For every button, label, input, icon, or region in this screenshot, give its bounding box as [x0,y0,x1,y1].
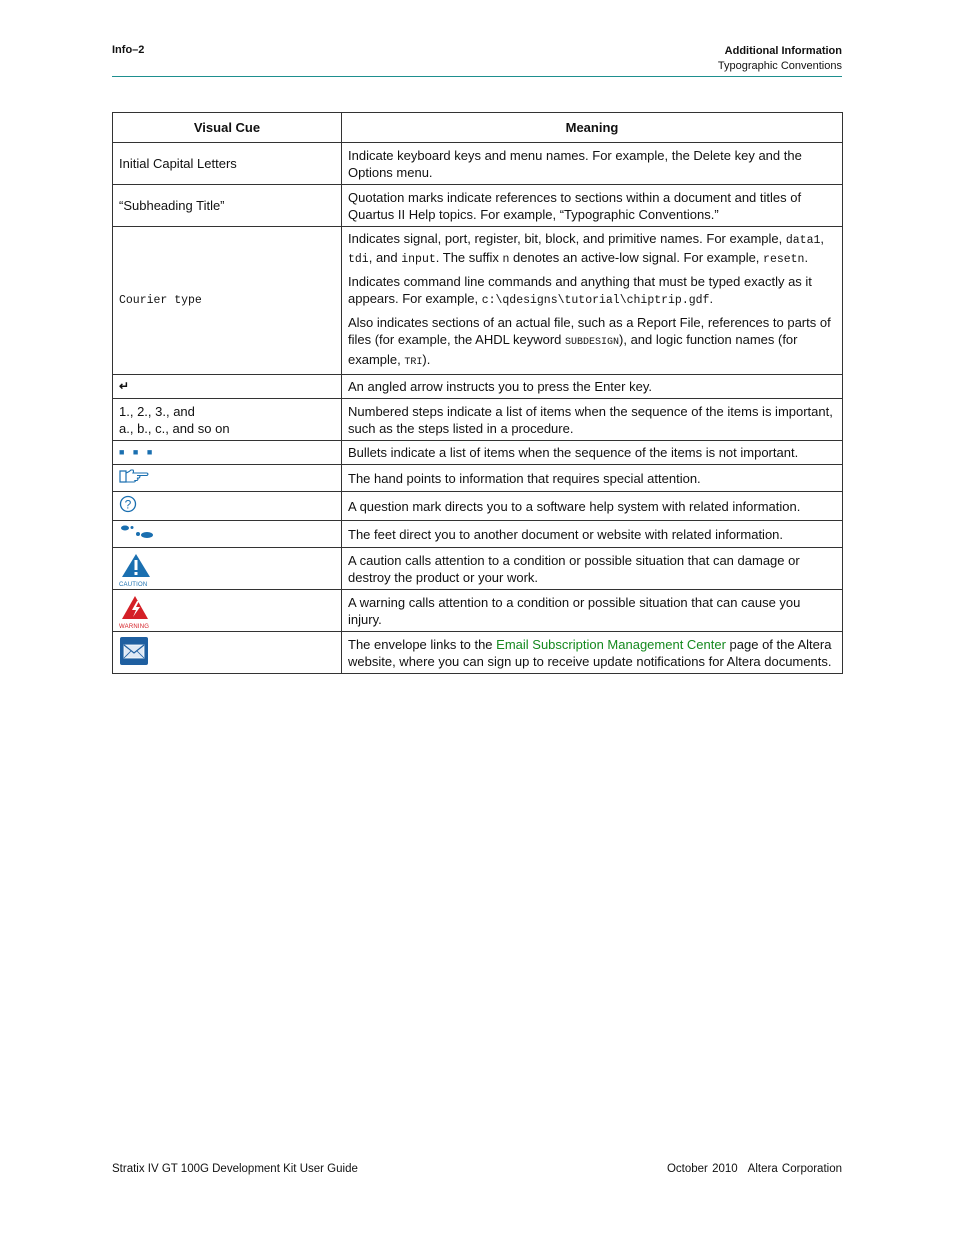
running-header [718,44,842,74]
column-header-visual-cue: Visual Cue [113,113,342,143]
envelope-icon[interactable] [119,636,149,670]
meaning-cell: An angled arrow instructs you to press the Enter key. [342,375,843,399]
svg-text:?: ? [124,497,132,512]
table-row [113,143,843,185]
cue-cell: “Subheading Title” [113,185,342,227]
footer-date: October 2010 [666,1163,738,1175]
meaning-cell: The envelope links to the Email Subscription Management Center page of the Altera website, where you can sign up to receive update notifications for Altera documents. [342,632,843,674]
hand-pointer-icon [119,468,151,488]
table-header-row [113,113,843,143]
question-mark-icon [119,495,137,517]
meaning-cell: Bullets indicate a list of items when the sequence of the items is not important. [342,441,843,465]
meaning-cell: Quotation marks indicate references to sections within a document and titles of Quartus II Help topics. For example, “Typographic Conventions.” [342,185,843,227]
caution-icon [119,553,153,588]
conventions-table [112,112,843,674]
cue-cell [113,548,342,590]
page-number: Info–2 [112,44,145,56]
table-row [113,590,843,632]
meaning-cell: The feet direct you to another document or website with related information. [342,521,843,548]
cue-cell: Courier type [113,227,342,375]
footer-right [657,1163,842,1175]
cue-cell [113,590,342,632]
table-row [113,227,843,375]
cue-cell [113,465,342,492]
cue-cell [113,632,342,674]
table-row [113,185,843,227]
table-row [113,521,843,548]
bullets-icon: ■ ■ ■ [113,441,342,465]
table-row [113,492,843,521]
meaning-cell: A warning calls attention to a condition or possible situation that can cause you injury. [342,590,843,632]
subsection-title: Typographic Conventions [717,60,842,72]
table-row [113,375,843,399]
footer-doc-title: Stratix IV GT 100G Development Kit User Guide [112,1163,358,1175]
table-row [113,548,843,590]
email-subscription-link[interactable]: Email Subscription Management Center [496,636,726,652]
meaning-cell: Numbered steps indicate a list of items when the sequence of the items is important, such as the steps listed in a procedure. [342,399,843,441]
cue-cell [113,521,342,548]
warning-icon-label: WARNING [119,623,150,630]
table-row [113,399,843,441]
table-row [113,632,843,674]
meaning-cell: A caution calls attention to a condition or possible situation that can damage or destroy the product or your work. [342,548,843,590]
meaning-cell: Indicate keyboard keys and menu names. For example, the Delete key and the Options menu. [342,143,843,185]
section-title: Additional Information [724,45,842,57]
meaning-paragraph: Indicates signal, port, register, bit, block, and primitive names. For example, data1, tdi, and input. The suffix n denotes an active-low signal. For example, resetn. [348,231,825,266]
footer-company: Altera Corporation [747,1163,842,1175]
meaning-paragraph: Indicates command line commands and anything that must be typed exactly as it appears. For example, c:\qdesigns\tutorial\chiptrip.gdf. [348,274,812,307]
cue-cell: Initial Capital Letters [113,143,342,185]
feet-icon [119,524,157,544]
table-row [113,465,843,492]
enter-arrow-icon: ↵ [113,375,342,399]
header-rule [112,76,842,77]
meaning-cell: The hand points to information that requires special attention. [342,465,843,492]
cue-cell [113,492,342,521]
cue-cell: 1., 2., 3., and a., b., c., and so on [113,399,342,441]
table-row [113,441,843,465]
meaning-cell [342,227,843,375]
meaning-cell: A question mark directs you to a software help system with related information. [342,492,843,521]
warning-icon [119,595,155,630]
column-header-meaning: Meaning [342,113,843,143]
caution-icon-label: CAUTION [119,581,148,588]
meaning-paragraph: Also indicates sections of an actual file, such as a Report File, references to parts of files (for example, the AHDL keyword SUBDESIGN), and logic function names (for example, TRI). [348,315,831,368]
